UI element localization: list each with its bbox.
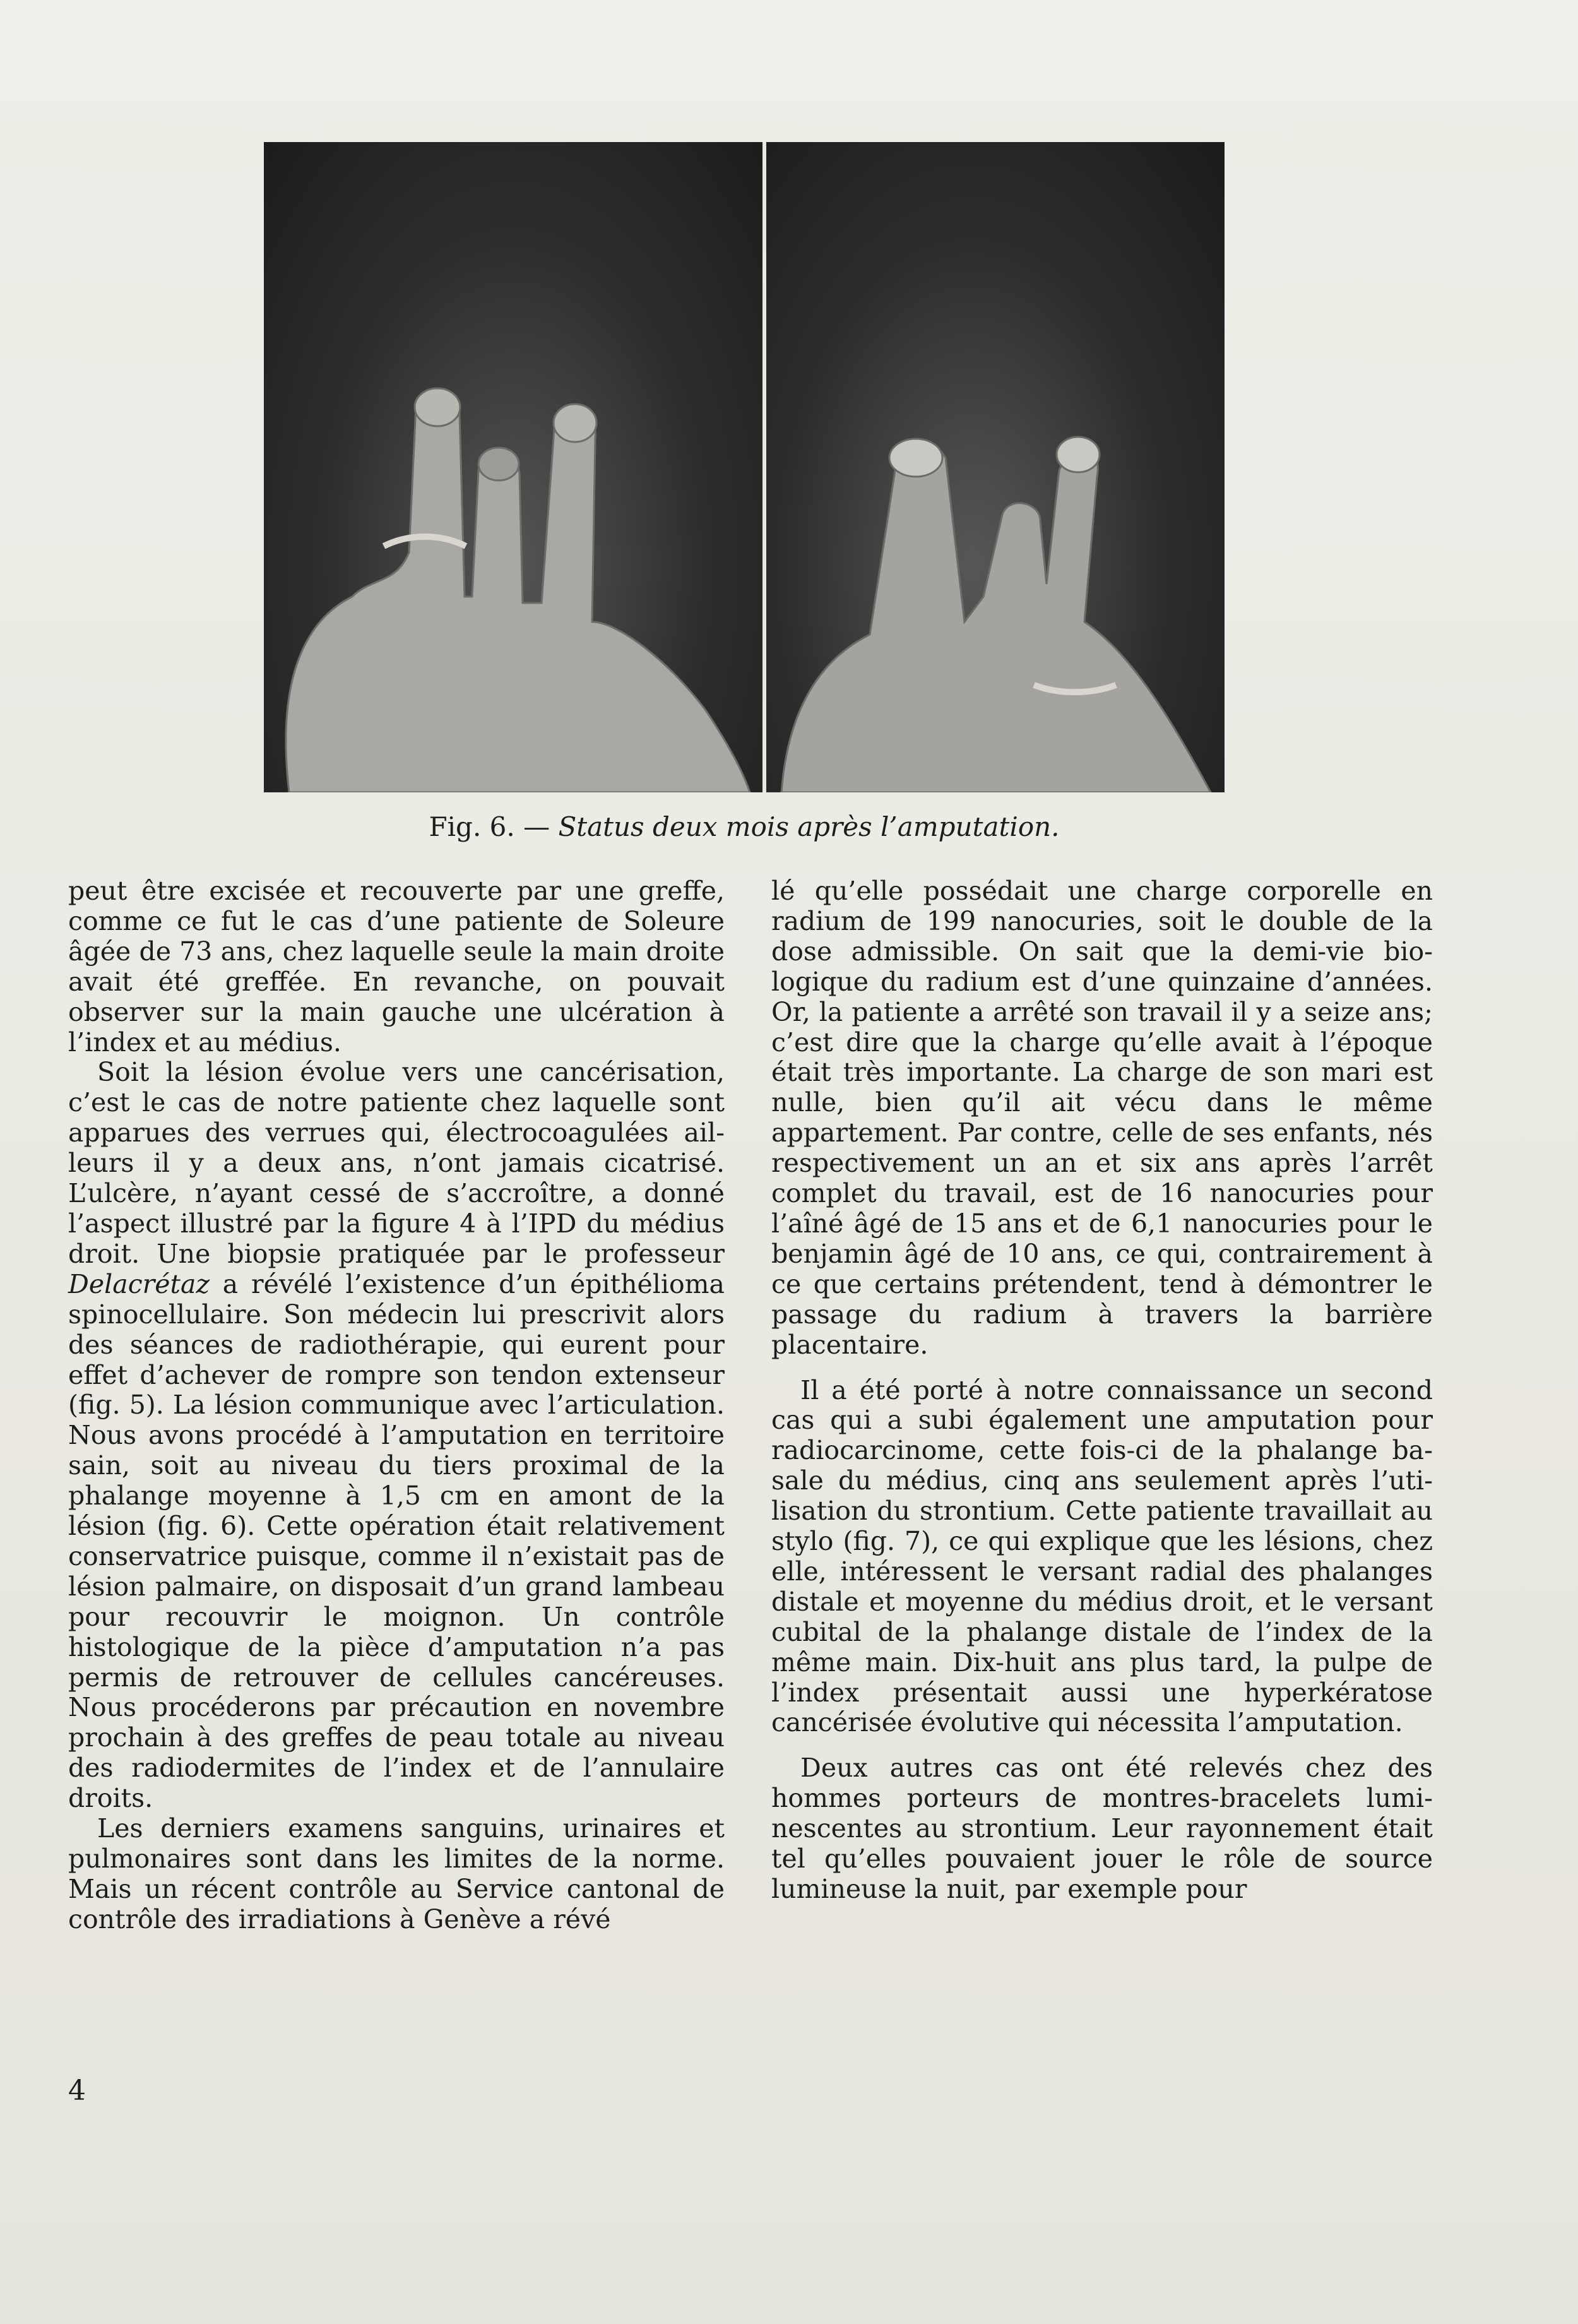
- figure-photograph: [264, 142, 1225, 792]
- left-paragraph-1: peut être excisée et recouverte par une greffe, comme ce fut le cas d’une patiente de Soleure âgée de 73 ans, chez laquelle seule la main droite avait été greffée. En revanche, on pouvait observer sur la main gauche une ulcération à l’index et au médius.: [68, 876, 725, 1058]
- left-paragraph-3: Les derniers examens sanguins, urinaires et pulmonaires sont dans les limites de la norme. Mais un récent contrôle au Service cantonal de contrôle des irradiations à Genève a révé: [68, 1813, 725, 1934]
- left-paragraph-2-part-a: Soit la lésion évolue vers une cancérisation, c’est le cas de notre patiente chez laquelle sont apparues des verrues qui, électrocoagulées ailleurs il y a deux ans, n’ont jamais cicatrisé. L’ulcère, n’ayant cessé de s’accroître, a donné l’aspect illustré par la figure 4 à l’IPD du médius droit. Une biopsie pratiquée par le professeur: [68, 1057, 725, 1269]
- figure-caption: [264, 810, 1225, 844]
- figure-title: Status deux mois après l’amputation.: [558, 811, 1060, 842]
- left-hand-shape: [286, 393, 750, 792]
- left-text-column: [68, 876, 725, 1935]
- hand-illustration: [264, 142, 1225, 792]
- right-text-column: [771, 876, 1433, 1905]
- left-paragraph-2-part-b: a révélé l’existence d’un épithélioma spinocellulaire. Son médecin lui prescrivit alors des séances de radiothérapie, qui eurent pour effet d’achever de rompre son tendon extenseur (fig. 5). La lésion communique avec l’articulation. Nous avons procédé à l’amputation en territoire sain, soit au niveau du tiers proximal de la phalange moyenne à 1,5 cm en amont de la lésion (fig. 6). Cette opération était relativement conservatrice puisque, comme il n’existait pas de lésion palmaire, on disposait d’un grand lambeau pour recouvrir le moignon. Un contrôle histologique de la pièce d’amputation n’a pas permis de retrouver de cellules cancéreuses. Nous procéderons par précaution en novembre prochain à des greffes de peau totale au niveau des radiodermites de l’index et de l’annulaire droits.: [68, 1268, 725, 1814]
- figure-label: Fig. 6. —: [429, 811, 550, 842]
- right-paragraph-3: Deux autres cas ont été relevés chez des hommes porteurs de montres-bracelets luminescentes au strontium. Leur rayonnement était tel qu’elles pouvaient jouer le rôle de source lumineuse la nuit, par exemple pour: [771, 1753, 1433, 1904]
- page-number: 4: [68, 2075, 86, 2107]
- author-name-delacretaz: Delacrétaz: [68, 1268, 210, 1299]
- right-hand-shape: [781, 439, 1211, 792]
- right-paragraph-1: lé qu’elle possédait une charge corporelle en radium de 199 nanocuries, soit le double de la dose admissible. On sait que la demi-vie biologique du radium est d’une quinzaine d’années. Or, la patiente a arrêté son travail il y a seize ans; c’est dire que la charge qu’elle avait à l’époque était très importante. La charge de son mari est nulle, bien qu’il ait vécu dans le même appartement. Par contre, celle de ses enfants, nés respectivement un an et six ans après l’arrêt complet du travail, est de 16 nanocuries pour l’aîné âgé de 15 ans et de 6,1 nanocuries pour le benjamin âgé de 10 ans, ce qui, contrairement à ce que certains prétendent, tend à démontrer le passage du radium à travers la barrière placentaire.: [771, 876, 1433, 1360]
- left-paragraph-2: [68, 1058, 725, 1814]
- right-paragraph-2: Il a été porté à notre connaissance un second cas qui a subi également une amputation pour radiocarcinome, cette fois-ci de la phalange basale du médius, cinq ans seulement après l’utilisation du strontium. Cette patiente travaillait au stylo (fig. 7), ce qui explique que les lésions, chez elle, intéressent le versant radial des phalanges distale et moyenne du médius droit, et le versant cubital de la phalange distale de l’index de la même main. Dix-huit ans plus tard, la pulpe de l’index présentait aussi une hyperkératose cancérisée évolutive qui nécessita l’amputation.: [771, 1374, 1433, 1738]
